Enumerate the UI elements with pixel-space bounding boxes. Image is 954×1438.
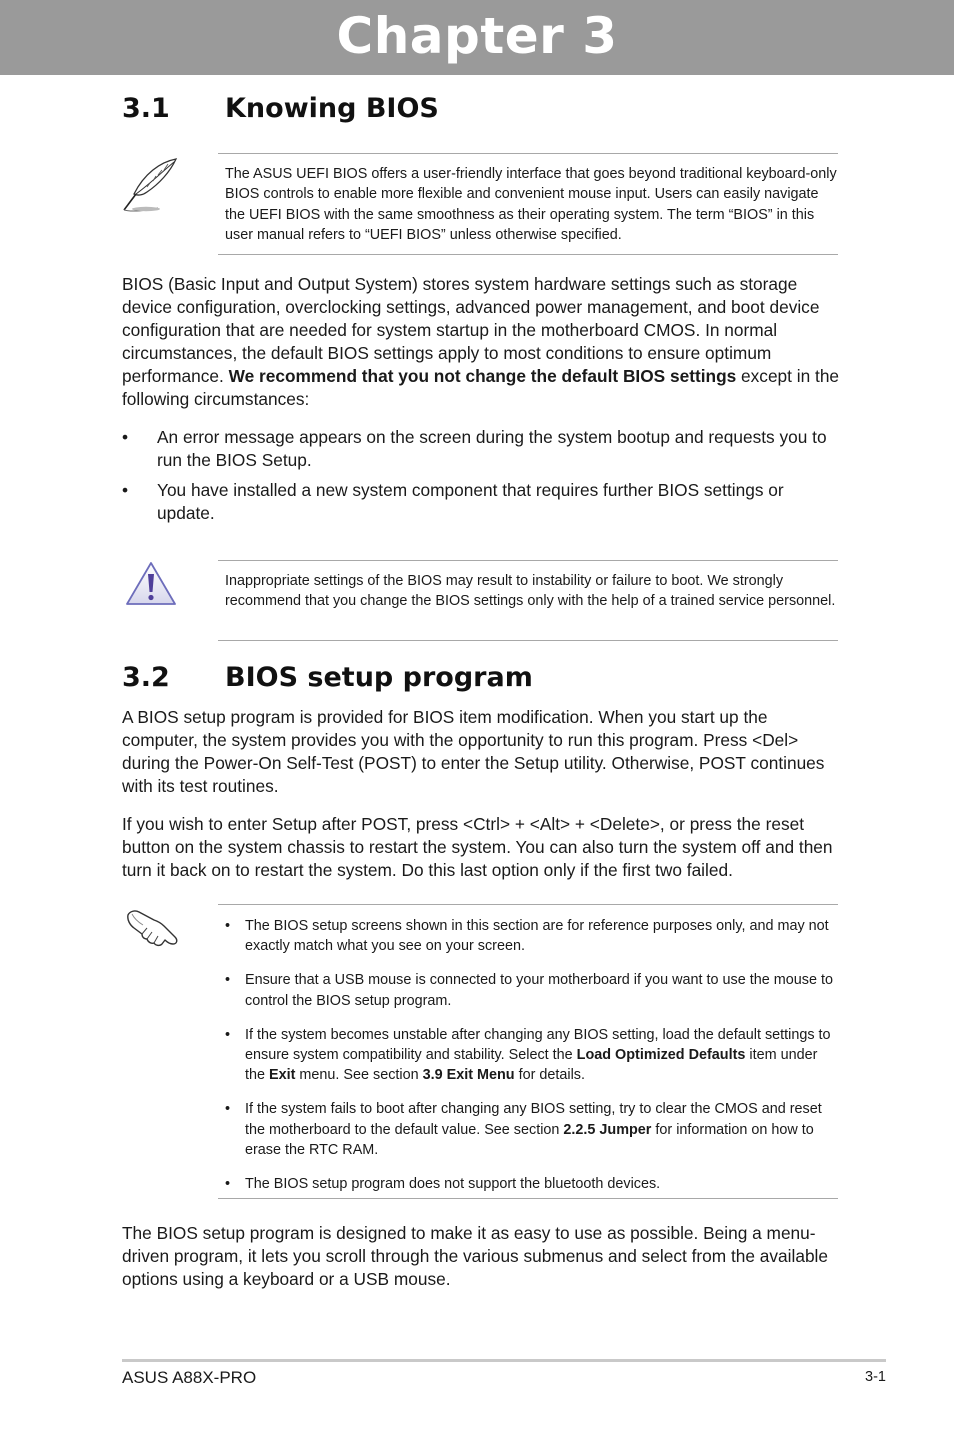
tip-text: If the system fails to boot after changing any BIOS setting, try to clear the CMOS and reset the motherboard to the default value. See section (245, 1101, 822, 1138)
tips-list (225, 916, 838, 1194)
list-item (225, 970, 838, 1011)
tip-text: If the system becomes unstable after changing any BIOS setting, load the default settings to ensure system compatibility and stability. Select the (245, 1026, 831, 1064)
list-item (225, 1099, 838, 1160)
tips-box (218, 904, 838, 1199)
note-box-uefi (218, 153, 838, 255)
intro-bold-text: We recommend that you not change the default BIOS settings (228, 366, 737, 386)
bios-intro-paragraph (122, 273, 840, 411)
tip-text: for information on how to erase the RTC RAM. (245, 1121, 814, 1159)
bullet-dot: • (225, 1026, 231, 1043)
bullet-dot: • (225, 918, 231, 934)
bullet-dot: • (225, 1101, 231, 1118)
tip-bold-text: Load Optimized Defaults (576, 1047, 746, 1064)
list-item (225, 1174, 838, 1194)
footer-rule (122, 1359, 886, 1362)
tip-text: The BIOS setup screens shown in this section are for reference purposes only, and may not exactly match what you see on your screen. (245, 918, 829, 955)
footer-page-number: 3-1 (865, 1369, 886, 1385)
bullet-dot: • (122, 427, 129, 447)
tip-bold-text: Exit (269, 1067, 296, 1084)
paragraph-text: A BIOS setup program is provided for BIOS item modification. When you start up the computer, the system provides you with the opportunity to run this program. Press <Del> during the Power-On Self-Test (POST) to enter the Setup utility. Otherwise, POST continues with its test routines. (122, 707, 825, 796)
warning-icon (124, 560, 178, 608)
paragraph-text: If you wish to enter Setup after POST, press <Ctrl> + <Alt> + <Delete>, or press the reset button on the system chassis to restart the system. You can also turn the system off and then turn it back on to restart the system. Do this last option only if the first two failed. (122, 814, 833, 880)
list-item (225, 1025, 838, 1086)
list-item-text: You have installed a new system component that requires further BIOS settings or update. (157, 480, 784, 523)
setup-paragraph-1 (122, 706, 840, 798)
list-item (225, 916, 838, 957)
tip-text: Ensure that a USB mouse is connected to your motherboard if you want to use the mouse to control the BIOS setup program. (245, 972, 833, 1009)
bullet-dot: • (225, 1176, 231, 1193)
feather-pen-icon (120, 156, 180, 214)
intro-text: BIOS (Basic Input and Output System) stores system hardware settings such as storage device configuration, overclocking settings, advanced power management, and boot device configuration that are needed for system startup in the motherboard CMOS. In normal circumstances, the default BIOS settings apply to most conditions to ensure optimum performance. (122, 274, 820, 386)
bullet-dot: • (225, 972, 231, 989)
setup-paragraph-3 (122, 1222, 840, 1291)
tip-text: item under the (245, 1047, 818, 1084)
section-heading-knowing-bios (122, 95, 439, 122)
section-title: Knowing BIOS (225, 93, 439, 124)
section-heading-bios-setup (122, 664, 533, 691)
warning-box (218, 560, 838, 641)
tip-text: menu. See section (295, 1067, 423, 1084)
note-text: The ASUS UEFI BIOS offers a user-friendly interface that goes beyond traditional keyboard-only BIOS controls to enable more flexible and convenient mouse input. Users can easily navigate the UEFI BIOS with the same smoothness as their operating system. The term “BIOS” in this user manual refers to “UEFI BIOS” unless otherwise specified. (225, 166, 837, 244)
tip-text: The BIOS setup program does not support the bluetooth devices. (245, 1176, 661, 1193)
section-number: 3.1 (122, 93, 170, 124)
section-number: 3.2 (122, 662, 170, 693)
setup-paragraph-2 (122, 813, 840, 882)
tip-text: for details. (514, 1067, 585, 1084)
chapter-title: Chapter 3 (336, 7, 618, 65)
section-title: BIOS setup program (225, 662, 533, 693)
list-item-text: An error message appears on the screen during the system bootup and requests you to run the BIOS Setup. (157, 427, 827, 470)
pointing-hand-icon (124, 906, 180, 948)
tip-bold-text: 3.9 Exit Menu (422, 1067, 515, 1084)
paragraph-text: The BIOS setup program is designed to make it as easy to use as possible. Being a menu-driven program, it lets you scroll through the various submenus and select from the available options using a keyboard or a USB mouse. (122, 1223, 829, 1289)
footer-product: ASUS A88X-PRO (122, 1368, 257, 1387)
warning-text: Inappropriate settings of the BIOS may result to instability or failure to boot. We strongly recommend that you change the BIOS settings only with the help of a trained service personnel. (225, 573, 836, 610)
intro-text-end: except in the following circumstances: (122, 366, 840, 409)
tip-bold-text: 2.2.5 Jumper (563, 1121, 652, 1138)
bullet-dot: • (122, 480, 129, 500)
